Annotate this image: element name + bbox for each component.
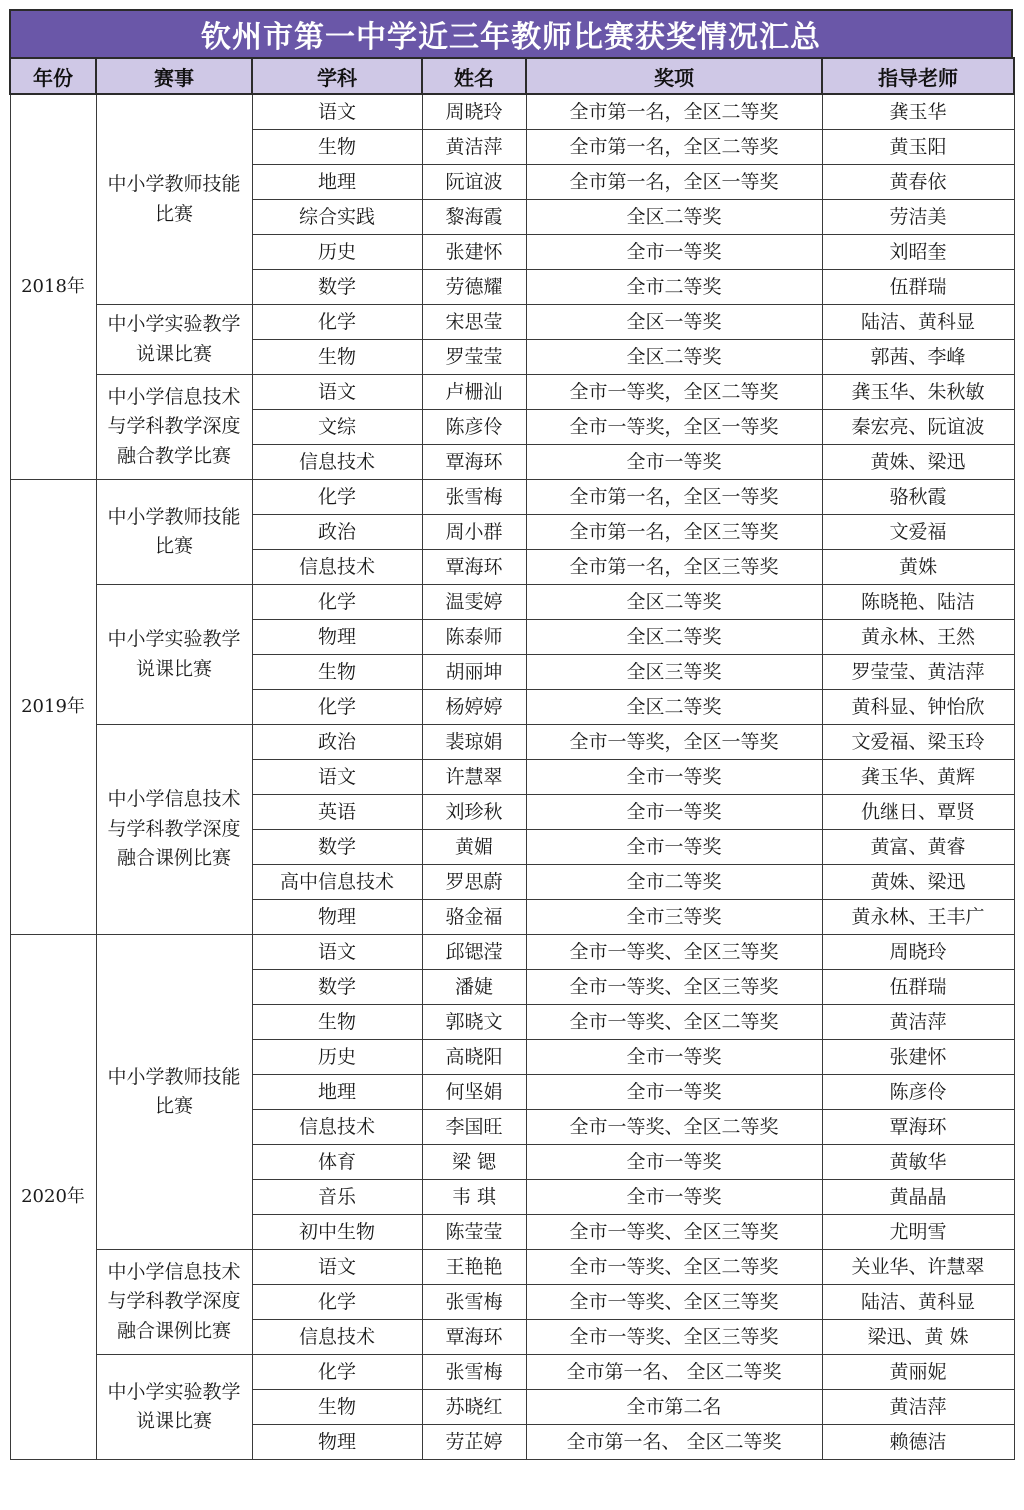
subject-cell: 音乐: [252, 1180, 422, 1215]
subject-cell: 语文: [252, 935, 422, 970]
award-cell: 全市第一名、 全区二等奖: [526, 1355, 822, 1390]
award-cell: 全区一等奖: [526, 305, 822, 340]
advisor-cell: 黄科显、钟怡欣: [822, 690, 1014, 725]
subject-cell: 政治: [252, 725, 422, 760]
award-cell: 全市一等奖、全区二等奖: [526, 1250, 822, 1285]
name-cell: 邱锶滢: [422, 935, 526, 970]
award-cell: 全市第一名，全区三等奖: [526, 515, 822, 550]
award-cell: 全市一等奖: [526, 445, 822, 480]
table-row: [10, 725, 1014, 760]
table-row: [10, 94, 1014, 130]
advisor-cell: 陈彦伶: [822, 1075, 1014, 1110]
subject-cell: 高中信息技术: [252, 865, 422, 900]
advisor-cell: 黄敏华: [822, 1145, 1014, 1180]
advisor-cell: 陈晓艳、陆洁: [822, 585, 1014, 620]
subject-cell: 化学: [252, 585, 422, 620]
advisor-cell: 伍群瑞: [822, 970, 1014, 1005]
subject-cell: 化学: [252, 480, 422, 515]
award-cell: 全市一等奖: [526, 760, 822, 795]
advisor-cell: 龚玉华、黄辉: [822, 760, 1014, 795]
name-cell: 刘珍秋: [422, 795, 526, 830]
name-cell: 覃海环: [422, 445, 526, 480]
advisor-cell: 黄姝、梁迅: [822, 865, 1014, 900]
advisor-cell: 关业华、许慧翠: [822, 1250, 1014, 1285]
name-cell: 劳德耀: [422, 270, 526, 305]
subject-cell: 语文: [252, 760, 422, 795]
award-cell: 全市一等奖、全区三等奖: [526, 1320, 822, 1355]
advisor-cell: 黄晶晶: [822, 1180, 1014, 1215]
name-cell: 苏晓红: [422, 1390, 526, 1425]
event-cell: 中小学教师技能 比赛: [96, 94, 252, 305]
subject-cell: 化学: [252, 1285, 422, 1320]
advisor-cell: 刘昭奎: [822, 235, 1014, 270]
name-cell: 黎海霞: [422, 200, 526, 235]
name-cell: 张雪梅: [422, 480, 526, 515]
subject-cell: 信息技术: [252, 550, 422, 585]
award-cell: 全区三等奖: [526, 655, 822, 690]
subject-cell: 信息技术: [252, 445, 422, 480]
year-cell: 2020年: [10, 935, 96, 1460]
subject-cell: 体育: [252, 1145, 422, 1180]
advisor-cell: 周晓玲: [822, 935, 1014, 970]
award-cell: 全区二等奖: [526, 690, 822, 725]
subject-cell: 物理: [252, 900, 422, 935]
header-name: 姓名: [422, 58, 526, 94]
subject-cell: 生物: [252, 1005, 422, 1040]
award-cell: 全市一等奖: [526, 235, 822, 270]
name-cell: 杨婷婷: [422, 690, 526, 725]
advisor-cell: 黄姝: [822, 550, 1014, 585]
award-summary-sheet: [9, 9, 1013, 1460]
event-cell: 中小学信息技术 与学科教学深度 融合课例比赛: [96, 725, 252, 935]
advisor-cell: 罗莹莹、黄洁萍: [822, 655, 1014, 690]
advisor-cell: 秦宏亮、阮谊波: [822, 410, 1014, 445]
name-cell: 韦 琪: [422, 1180, 526, 1215]
award-cell: 全市二等奖: [526, 865, 822, 900]
subject-cell: 化学: [252, 305, 422, 340]
award-cell: 全市一等奖，全区一等奖: [526, 725, 822, 760]
event-cell: 中小学实验教学 说课比赛: [96, 585, 252, 725]
award-cell: 全市一等奖，全区一等奖: [526, 410, 822, 445]
subject-cell: 地理: [252, 1075, 422, 1110]
advisor-cell: 龚玉华、朱秋敏: [822, 375, 1014, 410]
award-cell: 全市一等奖: [526, 1145, 822, 1180]
subject-cell: 地理: [252, 165, 422, 200]
award-cell: 全市一等奖: [526, 795, 822, 830]
name-cell: 周晓玲: [422, 94, 526, 130]
sheet-title: 钦州市第一中学近三年教师比赛获奖情况汇总: [9, 9, 1013, 57]
award-cell: 全市第一名，全区三等奖: [526, 550, 822, 585]
name-cell: 骆金福: [422, 900, 526, 935]
name-cell: 胡丽坤: [422, 655, 526, 690]
table-row: [10, 480, 1014, 515]
advisor-cell: 郭茜、李峰: [822, 340, 1014, 375]
subject-cell: 化学: [252, 690, 422, 725]
advisor-cell: 陆洁、黄科显: [822, 305, 1014, 340]
award-cell: 全市第二名: [526, 1390, 822, 1425]
event-cell: 中小学实验教学 说课比赛: [96, 305, 252, 375]
name-cell: 王艳艳: [422, 1250, 526, 1285]
award-cell: 全区二等奖: [526, 585, 822, 620]
advisor-cell: 文爱福: [822, 515, 1014, 550]
advisor-cell: 赖德洁: [822, 1425, 1014, 1460]
subject-cell: 英语: [252, 795, 422, 830]
subject-cell: 数学: [252, 270, 422, 305]
subject-cell: 生物: [252, 655, 422, 690]
name-cell: 张建怀: [422, 235, 526, 270]
subject-cell: 信息技术: [252, 1110, 422, 1145]
name-cell: 张雪梅: [422, 1285, 526, 1320]
name-cell: 周小群: [422, 515, 526, 550]
advisor-cell: 陆洁、黄科显: [822, 1285, 1014, 1320]
event-cell: 中小学实验教学 说课比赛: [96, 1355, 252, 1460]
advisor-cell: 黄富、黄睿: [822, 830, 1014, 865]
subject-cell: 历史: [252, 235, 422, 270]
subject-cell: 数学: [252, 830, 422, 865]
header-row: [10, 58, 1014, 94]
advisor-cell: 黄洁萍: [822, 1390, 1014, 1425]
name-cell: 温雯婷: [422, 585, 526, 620]
name-cell: 劳芷婷: [422, 1425, 526, 1460]
header-advisor: 指导老师: [822, 58, 1014, 94]
award-cell: 全市第一名，全区一等奖: [526, 480, 822, 515]
name-cell: 罗思蔚: [422, 865, 526, 900]
name-cell: 宋思莹: [422, 305, 526, 340]
advisor-cell: 梁迅、黄 姝: [822, 1320, 1014, 1355]
table-row: [10, 585, 1014, 620]
name-cell: 陈彦伶: [422, 410, 526, 445]
subject-cell: 信息技术: [252, 1320, 422, 1355]
header-subject: 学科: [252, 58, 422, 94]
award-cell: 全市一等奖: [526, 830, 822, 865]
award-cell: 全市一等奖、全区三等奖: [526, 1285, 822, 1320]
award-cell: 全市二等奖: [526, 270, 822, 305]
subject-cell: 语文: [252, 375, 422, 410]
award-cell: 全市一等奖: [526, 1040, 822, 1075]
name-cell: 陈泰师: [422, 620, 526, 655]
subject-cell: 生物: [252, 130, 422, 165]
award-cell: 全区二等奖: [526, 620, 822, 655]
subject-cell: 物理: [252, 1425, 422, 1460]
name-cell: 阮谊波: [422, 165, 526, 200]
event-cell: 中小学教师技能 比赛: [96, 935, 252, 1250]
advisor-cell: 黄春依: [822, 165, 1014, 200]
subject-cell: 语文: [252, 1250, 422, 1285]
award-cell: 全市第一名，全区一等奖: [526, 165, 822, 200]
subject-cell: 综合实践: [252, 200, 422, 235]
subject-cell: 生物: [252, 340, 422, 375]
award-cell: 全市三等奖: [526, 900, 822, 935]
advisor-cell: 劳洁美: [822, 200, 1014, 235]
name-cell: 覃海环: [422, 550, 526, 585]
name-cell: 黄媚: [422, 830, 526, 865]
name-cell: 许慧翠: [422, 760, 526, 795]
advisor-cell: 仇继日、覃贤: [822, 795, 1014, 830]
award-cell: 全区二等奖: [526, 340, 822, 375]
table-row: [10, 375, 1014, 410]
award-cell: 全市一等奖、全区三等奖: [526, 1215, 822, 1250]
header-award: 奖项: [526, 58, 822, 94]
advisor-cell: 覃海环: [822, 1110, 1014, 1145]
table-row: [10, 1355, 1014, 1390]
name-cell: 潘婕: [422, 970, 526, 1005]
table-row: [10, 1250, 1014, 1285]
advisor-cell: 龚玉华: [822, 94, 1014, 130]
advisor-cell: 黄洁萍: [822, 1005, 1014, 1040]
year-cell: 2019年: [10, 480, 96, 935]
subject-cell: 文综: [252, 410, 422, 445]
advisor-cell: 黄姝、梁迅: [822, 445, 1014, 480]
name-cell: 覃海环: [422, 1320, 526, 1355]
table-row: [10, 935, 1014, 970]
name-cell: 卢栅汕: [422, 375, 526, 410]
award-cell: 全市第一名，全区二等奖: [526, 94, 822, 130]
event-cell: 中小学信息技术 与学科教学深度 融合教学比赛: [96, 375, 252, 480]
event-cell: 中小学信息技术 与学科教学深度 融合课例比赛: [96, 1250, 252, 1355]
advisor-cell: 尤明雪: [822, 1215, 1014, 1250]
award-cell: 全市一等奖，全区二等奖: [526, 375, 822, 410]
award-cell: 全市一等奖: [526, 1075, 822, 1110]
subject-cell: 初中生物: [252, 1215, 422, 1250]
award-cell: 全市第一名，全区二等奖: [526, 130, 822, 165]
advisor-cell: 张建怀: [822, 1040, 1014, 1075]
subject-cell: 数学: [252, 970, 422, 1005]
advisor-cell: 伍群瑞: [822, 270, 1014, 305]
subject-cell: 物理: [252, 620, 422, 655]
name-cell: 梁 锶: [422, 1145, 526, 1180]
name-cell: 张雪梅: [422, 1355, 526, 1390]
name-cell: 何坚娟: [422, 1075, 526, 1110]
header-year: 年份: [10, 58, 96, 94]
name-cell: 郭晓文: [422, 1005, 526, 1040]
award-cell: 全市一等奖、全区三等奖: [526, 970, 822, 1005]
award-cell: 全市第一名、 全区二等奖: [526, 1425, 822, 1460]
award-cell: 全区二等奖: [526, 200, 822, 235]
subject-cell: 生物: [252, 1390, 422, 1425]
name-cell: 黄洁萍: [422, 130, 526, 165]
subject-cell: 政治: [252, 515, 422, 550]
awards-table: [9, 57, 1015, 1460]
name-cell: 李国旺: [422, 1110, 526, 1145]
name-cell: 裴琼娟: [422, 725, 526, 760]
table-row: [10, 305, 1014, 340]
advisor-cell: 黄玉阳: [822, 130, 1014, 165]
name-cell: 高晓阳: [422, 1040, 526, 1075]
advisor-cell: 黄丽妮: [822, 1355, 1014, 1390]
event-cell: 中小学教师技能 比赛: [96, 480, 252, 585]
name-cell: 罗莹莹: [422, 340, 526, 375]
award-cell: 全市一等奖、全区二等奖: [526, 1110, 822, 1145]
subject-cell: 历史: [252, 1040, 422, 1075]
award-cell: 全市一等奖、全区二等奖: [526, 1005, 822, 1040]
name-cell: 陈莹莹: [422, 1215, 526, 1250]
award-cell: 全市一等奖、全区三等奖: [526, 935, 822, 970]
award-cell: 全市一等奖: [526, 1180, 822, 1215]
subject-cell: 语文: [252, 94, 422, 130]
advisor-cell: 黄永林、王然: [822, 620, 1014, 655]
header-event: 赛事: [96, 58, 252, 94]
subject-cell: 化学: [252, 1355, 422, 1390]
year-cell: 2018年: [10, 94, 96, 480]
table-body: [10, 94, 1014, 1460]
advisor-cell: 黄永林、王丰广: [822, 900, 1014, 935]
advisor-cell: 骆秋霞: [822, 480, 1014, 515]
advisor-cell: 文爱福、梁玉玲: [822, 725, 1014, 760]
